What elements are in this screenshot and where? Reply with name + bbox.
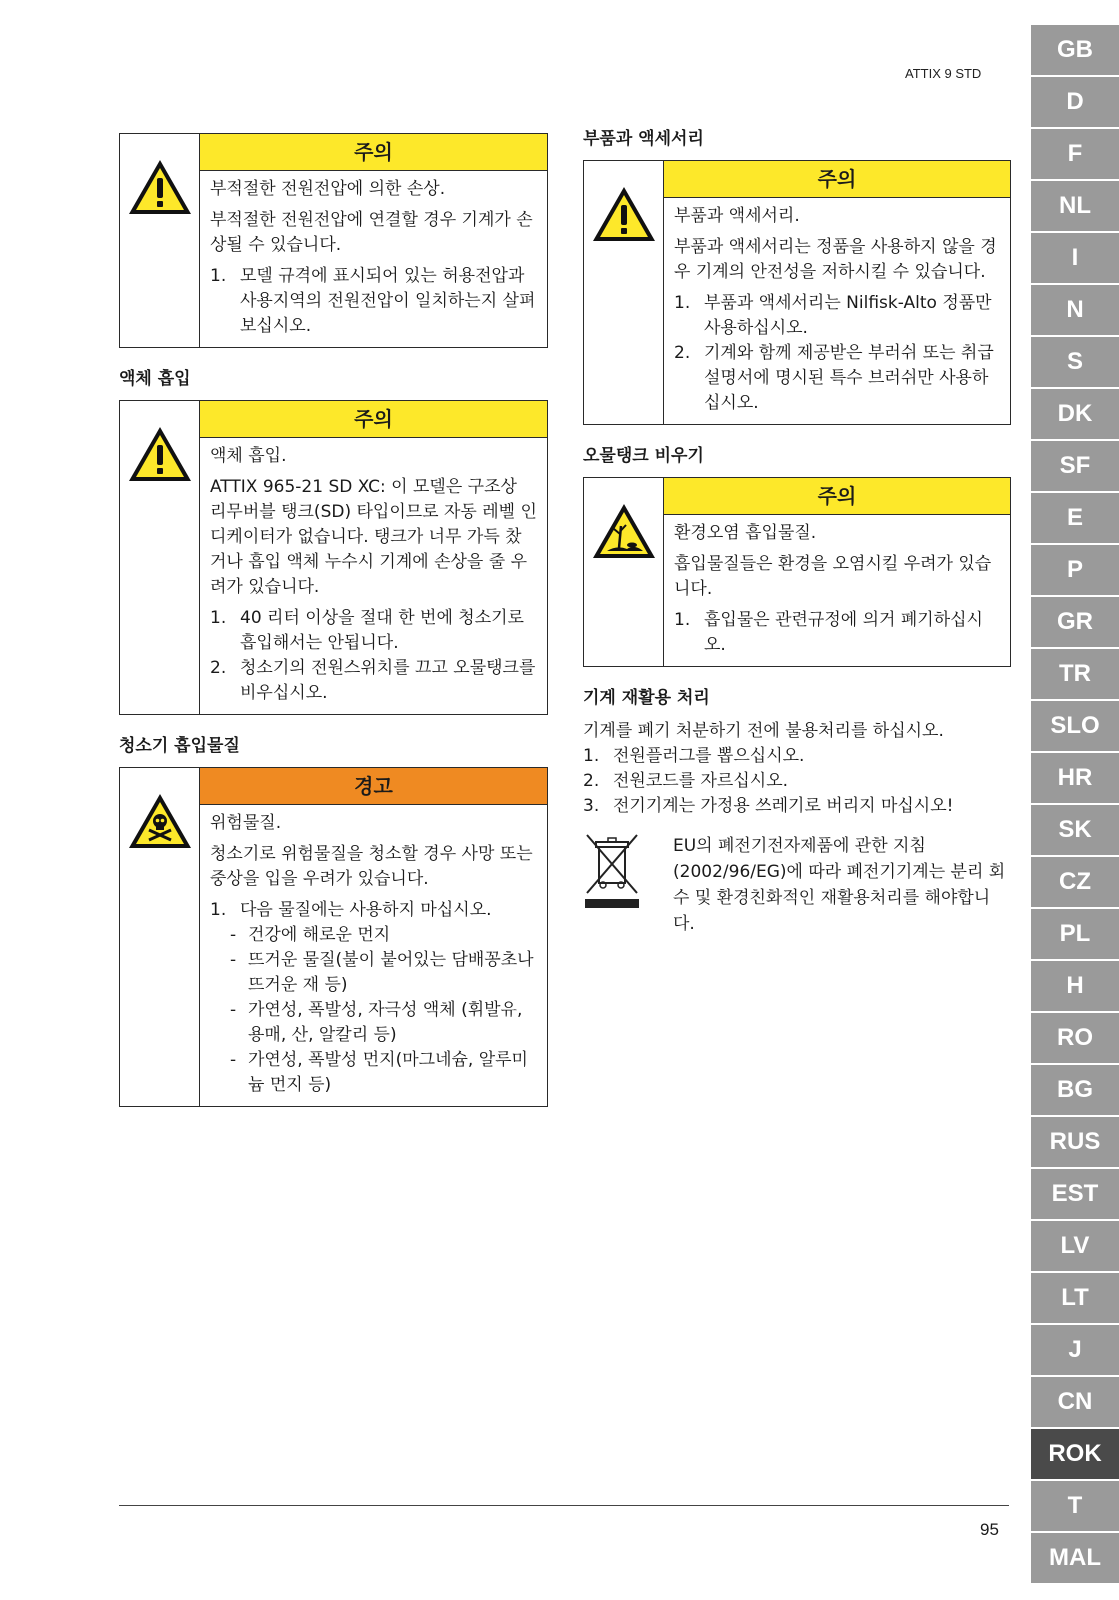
notice-body: ATTIX 965-21 SD XC: 이 모델은 구조상 리무버블 탱크(SD) 타입이므로 자동 레벨 인디케이터가 없습니다. 탱크가 너무 가득 찼거나 흡입 액체 누수시 기계에 손상을 줄 우려가 있습니다. — [210, 477, 537, 597]
language-tab-bg[interactable]: BG — [1031, 1065, 1119, 1115]
section-heading: 액체 흡입 — [119, 369, 191, 389]
caution-notice-voltage — [119, 133, 548, 348]
list-item: 2. 기계와 함께 제공받은 부러쉬 또는 취급설명서에 명시된 특수 브러쉬만 사용하십시오. — [674, 343, 994, 413]
section-heading: 부품과 액세서리 — [583, 129, 704, 149]
notice-intro: 부적절한 전원전압에 의한 손상. — [210, 179, 446, 199]
list-item: 2. 전원코드를 자르십시오. — [583, 771, 789, 791]
language-tab-i[interactable]: I — [1031, 233, 1119, 283]
language-tab-cn[interactable]: CN — [1031, 1377, 1119, 1427]
language-tab-mal[interactable]: MAL — [1031, 1533, 1119, 1583]
caution-notice-liquid — [119, 400, 548, 715]
page-number: 95 — [980, 1520, 999, 1539]
section-heading: 청소기 흡입물질 — [119, 736, 240, 756]
language-tab-rok[interactable]: ROK — [1031, 1429, 1119, 1479]
notice-header: 주의 — [664, 478, 1010, 515]
instruction-list — [210, 898, 537, 923]
notice-body: 부적절한 전원전압에 연결할 경우 기계가 손상될 수 있습니다. — [210, 210, 533, 255]
instruction-list — [210, 606, 537, 706]
language-tab-lv[interactable]: LV — [1031, 1221, 1119, 1271]
list-item: 1. 다음 물질에는 사용하지 마십시오. — [210, 900, 492, 920]
list-item: - 뜨거운 물질(불이 붙어있는 담배꽁초나 뜨거운 재 등) — [230, 950, 534, 995]
language-tab-nl[interactable]: NL — [1031, 181, 1119, 231]
language-tab-f[interactable]: F — [1031, 129, 1119, 179]
exclamation-triangle-icon — [127, 158, 193, 216]
notice-body: 청소기로 위험물질을 청소할 경우 사망 또는 중상을 입을 우려가 있습니다. — [210, 844, 533, 889]
left-column — [119, 133, 548, 1127]
language-tab-tr[interactable]: TR — [1031, 649, 1119, 699]
language-tabs — [1031, 25, 1119, 1585]
caution-notice-accessories — [583, 160, 1011, 425]
language-tab-d[interactable]: D — [1031, 77, 1119, 127]
instruction-list — [674, 291, 1000, 416]
language-tab-s[interactable]: S — [1031, 337, 1119, 387]
instruction-list — [674, 608, 1000, 658]
language-tab-slo[interactable]: SLO — [1031, 701, 1119, 751]
warning-notice-hazardous — [119, 767, 548, 1107]
recycling-steps — [583, 744, 1011, 819]
notice-header: 주의 — [200, 134, 547, 171]
crossed-out-wheelie-bin-icon — [583, 833, 641, 911]
weee-directive-text: EU의 폐전기전자제품에 관한 지침(2002/96/EG)에 따라 폐전기기계는 분리 회수 및 환경친화적인 재활용처리를 해야합니다. — [673, 836, 1006, 934]
list-item: 1. 부품과 액세서리는 Nilfisk-Alto 정품만 사용하십시오. — [674, 293, 992, 338]
language-tab-sf[interactable]: SF — [1031, 441, 1119, 491]
notice-intro: 액체 흡입. — [210, 446, 287, 466]
language-tab-pl[interactable]: PL — [1031, 909, 1119, 959]
language-tab-hr[interactable]: HR — [1031, 753, 1119, 803]
list-item: 1. 전원플러그를 뽑으십시오. — [583, 746, 805, 766]
list-item: 3. 전기기계는 가정용 쓰레기로 버리지 마십시오! — [583, 796, 954, 816]
list-item: - 가연성, 폭발성 먼지(마그네슘, 알루미늄 먼지 등) — [230, 1050, 528, 1095]
language-tab-ro[interactable]: RO — [1031, 1013, 1119, 1063]
list-item: 2. 청소기의 전원스위치를 끄고 오물탱크를 비우십시오. — [210, 658, 536, 703]
notice-intro: 위험물질. — [210, 813, 282, 833]
list-item: 1. 모델 규격에 표시되어 있는 허용전압과 사용지역의 전원전압이 일치하는지 살펴보십시오. — [210, 266, 536, 336]
list-item: 1. 흡입물은 관련규정에 의거 폐기하십시오. — [674, 610, 983, 655]
recycling-intro: 기계를 폐기 처분하기 전에 불용처리를 하십시오. — [583, 721, 944, 741]
recycling-section — [583, 719, 1011, 937]
document-title: ATTIX 9 STD — [905, 66, 982, 81]
instruction-list — [210, 264, 537, 339]
language-tab-gr[interactable]: GR — [1031, 597, 1119, 647]
notice-intro: 부품과 액세서리. — [674, 206, 800, 226]
notice-header: 경고 — [200, 768, 547, 805]
language-tab-h[interactable]: H — [1031, 961, 1119, 1011]
exclamation-triangle-icon — [127, 425, 193, 483]
language-tab-e[interactable]: E — [1031, 493, 1119, 543]
language-tab-j[interactable]: J — [1031, 1325, 1119, 1375]
caution-notice-environment — [583, 477, 1011, 667]
language-tab-sk[interactable]: SK — [1031, 805, 1119, 855]
language-tab-lt[interactable]: LT — [1031, 1273, 1119, 1323]
list-item: - 건강에 해로운 먼지 — [230, 925, 391, 945]
language-tab-p[interactable]: P — [1031, 545, 1119, 595]
notice-body: 부품과 액세서리는 정품을 사용하지 않을 경우 기계의 안전성을 저하시킬 수 있습니다. — [674, 237, 997, 282]
language-tab-gb[interactable]: GB — [1031, 25, 1119, 75]
notice-intro: 환경오염 흡입물질. — [674, 523, 817, 543]
exclamation-triangle-icon — [591, 185, 657, 243]
language-tab-dk[interactable]: DK — [1031, 389, 1119, 439]
list-item: - 가연성, 폭발성, 자극성 액체 (휘발유, 용매, 산, 알칼리 등) — [230, 1000, 523, 1045]
language-tab-t[interactable]: T — [1031, 1481, 1119, 1531]
environment-hazard-triangle-icon — [591, 502, 657, 560]
language-tab-est[interactable]: EST — [1031, 1169, 1119, 1219]
language-tab-cz[interactable]: CZ — [1031, 857, 1119, 907]
notice-header: 주의 — [200, 401, 547, 438]
hazard-substance-list — [210, 923, 537, 1098]
notice-body: 흡입물질들은 환경을 오염시킬 우려가 있습니다. — [674, 554, 992, 599]
section-heading: 오물탱크 비우기 — [583, 446, 704, 466]
language-tab-n[interactable]: N — [1031, 285, 1119, 335]
section-heading: 기계 재활용 처리 — [583, 688, 710, 708]
list-item: 1. 40 리터 이상을 절대 한 번에 청소기로 흡입해서는 안됩니다. — [210, 608, 524, 653]
footer-divider — [119, 1505, 1009, 1506]
right-column — [583, 128, 1011, 937]
skull-crossbones-triangle-icon — [127, 792, 193, 850]
language-tab-rus[interactable]: RUS — [1031, 1117, 1119, 1167]
notice-header: 주의 — [664, 161, 1010, 198]
